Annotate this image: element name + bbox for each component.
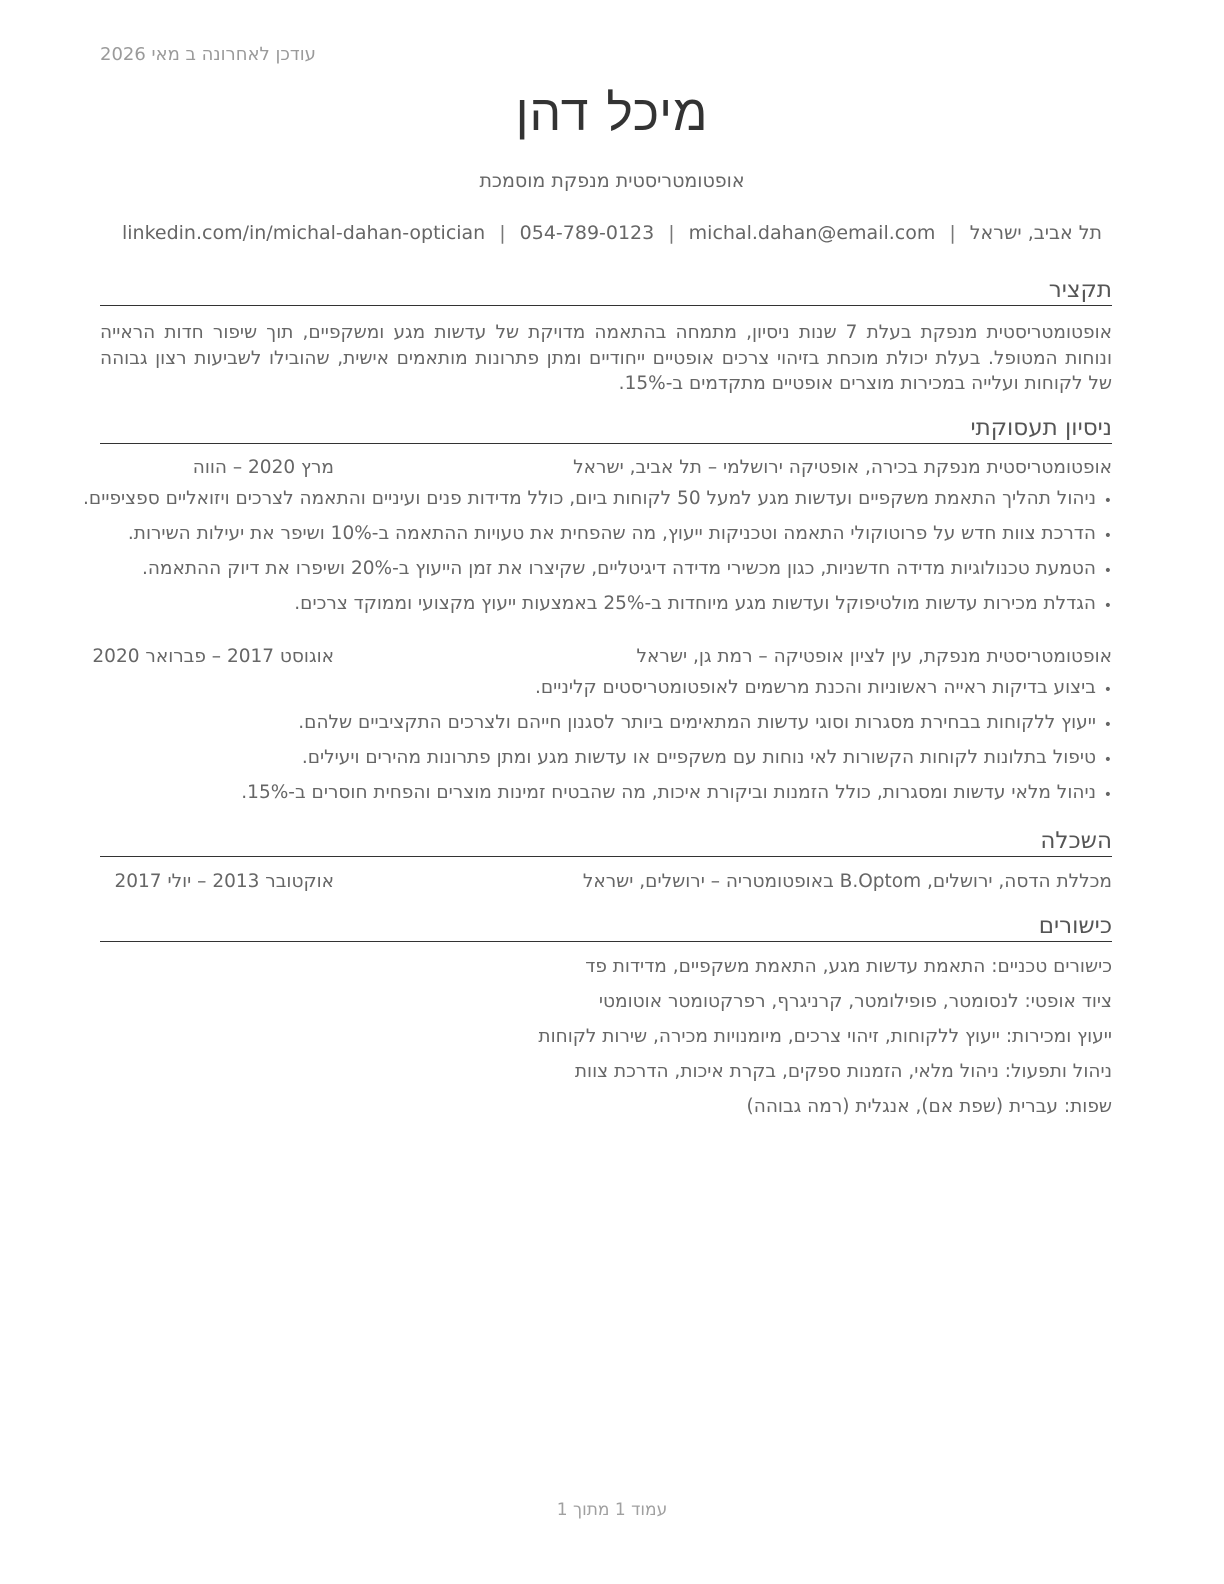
job-bullet <box>100 747 1112 782</box>
job-bullet-text: הדרכת צוות חדש על פרוטוקולי התאמה וטכניקות ייעוץ, מה שהפחית את טעויות ההתאמה ב-10% ושיפר את יעילות השירות. <box>127 523 1096 544</box>
contact-phone[interactable]: 054-789-0123 <box>519 222 655 244</box>
bullet-dot: • <box>1103 717 1112 733</box>
bullet-dot: • <box>1103 598 1112 614</box>
section-title-education: השכלה <box>100 827 1112 857</box>
job-bullet-text: ייעוץ ללקוחות בבחירת מסגרות וסוגי עדשות המתאימים ביותר לסגנון חייהם ולצרכים התקציביים שלהם. <box>298 712 1096 733</box>
page-number: עמוד 1 מתוך 1 <box>556 1500 668 1520</box>
candidate-title: אופטומטריסטית מנפקת מוסמכת <box>479 170 745 192</box>
job-role: אופטומטריסטית מנפקת בכירה, אופטיקה ירושלמי – תל אביב, ישראל <box>573 457 1112 478</box>
job-bullets <box>100 677 1112 817</box>
job-bullet <box>100 677 1112 712</box>
education-dates: אוקטובר 2013 – יולי 2017 <box>114 871 334 892</box>
job-bullet-text: ניהול מלאי עדשות ומסגרות, כולל הזמנות וביקורת איכות, מה שהבטיח זמינות מוצרים והפחית חוסרים ב-15%. <box>241 782 1096 803</box>
bullet-dot: • <box>1103 752 1112 768</box>
bullet-dot: • <box>1103 787 1112 803</box>
job-bullets <box>83 488 1112 628</box>
skill-line: שפות: עברית (שפת אם), אנגלית (רמה גבוהה) <box>746 1096 1112 1117</box>
contact-separator: | <box>668 222 675 244</box>
summary-text: אופטומטריסטית מנפקת בעלת 7 שנות ניסיון, מתמחה בהתאמה מדויקת של עדשות מגע ומשקפיים, תוך שיפור חדות הראייה ונוחות המטופל. בעלת יכולת מוכחת בזיהוי צרכים אופטיים ייחודיים ומתן פתרונות מותאמים אישית, שהובילו לשביעות רצון גבוהה של לקוחות ועלייה במכירות מוצרים אופטיים מתקדמים ב-15%. <box>100 322 1112 394</box>
job-header <box>100 457 1112 483</box>
section-title-skills: כישורים <box>100 912 1112 942</box>
bullet-dot: • <box>1103 493 1112 509</box>
job-bullet-text: הטמעת טכנולוגיות מדידה חדשניות, כגון מכשירי מדידה דיגיטליים, שקיצרו את זמן הייעוץ ב-20% ושיפרו את דיוק ההתאמה. <box>141 558 1096 579</box>
job-bullet-text: טיפול בתלונות לקוחות הקשורות לאי נוחות עם משקפיים או עדשות מגע ומתן פתרונות מהירים ויעילים. <box>301 747 1096 768</box>
contact-separator: | <box>499 222 506 244</box>
job-bullet <box>83 488 1112 523</box>
job-bullet-text: ניהול תהליך התאמת משקפיים ועדשות מגע למעל 50 לקוחות ביום, כולל מדידות פנים ועיניים והתאמה לצרכים ויזואליים ספציפיים. <box>83 488 1096 509</box>
job-bullet-text: ביצוע בדיקות ראייה ראשוניות והכנת מרשמים לאופטומטריסטים קליניים. <box>535 677 1096 698</box>
job-bullet <box>100 558 1112 593</box>
bullet-dot: • <box>1103 563 1112 579</box>
job-dates: אוגוסט 2017 – פברואר 2020 <box>92 646 334 667</box>
skill-line: ציוד אופטי: לנסומטר, פופילומטר, קרניגרף, רפרקטומטר אוטומטי <box>598 991 1112 1012</box>
contact-line <box>0 222 1224 244</box>
education-degree: מכללת הדסה, ירושלים, B.Optom באופטומטריה – ירושלים, ישראל <box>582 871 1112 892</box>
section-title-experience: ניסיון תעסוקתי <box>100 414 1112 444</box>
candidate-name: מיכל דהן <box>515 84 709 142</box>
skill-line: ניהול ותפעול: ניהול מלאי, הזמנות ספקים, בקרת איכות, הדרכת צוות <box>574 1061 1112 1082</box>
job-header <box>92 646 1112 672</box>
job-bullet <box>100 523 1112 558</box>
job-dates: מרץ 2020 – הווה <box>192 457 334 478</box>
contact-email[interactable]: michal.dahan@email.com <box>688 222 936 244</box>
contact-location: תל אביב, ישראל <box>969 222 1103 244</box>
last-updated-date: עודכן לאחרונה ב מאי 2026 <box>100 44 316 65</box>
job-bullet-text: הגדלת מכירות עדשות מולטיפוקל ועדשות מגע מיוחדות ב-25% באמצעות ייעוץ מקצועי וממוקד צרכים. <box>294 593 1096 614</box>
bullet-dot: • <box>1103 682 1112 698</box>
job-role: אופטומטריסטית מנפקת, עין לציון אופטיקה – רמת גן, ישראל <box>636 646 1112 667</box>
job-bullet <box>100 712 1112 747</box>
skill-line: כישורים טכניים: התאמת עדשות מגע, התאמת משקפיים, מדידות פד <box>585 956 1112 977</box>
contact-linkedin[interactable]: linkedin.com/in/michal-dahan-optician <box>121 222 486 244</box>
section-title-summary: תקציר <box>100 276 1112 306</box>
bullet-dot: • <box>1103 528 1112 544</box>
contact-separator: | <box>949 222 956 244</box>
job-bullet <box>100 782 1112 817</box>
skill-line: ייעוץ ומכירות: ייעוץ ללקוחות, זיהוי צרכים, מיומנויות מכירה, שירות לקוחות <box>538 1026 1112 1047</box>
job-bullet <box>100 593 1112 628</box>
skills-list <box>100 956 1112 1131</box>
education-entry <box>100 871 1112 897</box>
